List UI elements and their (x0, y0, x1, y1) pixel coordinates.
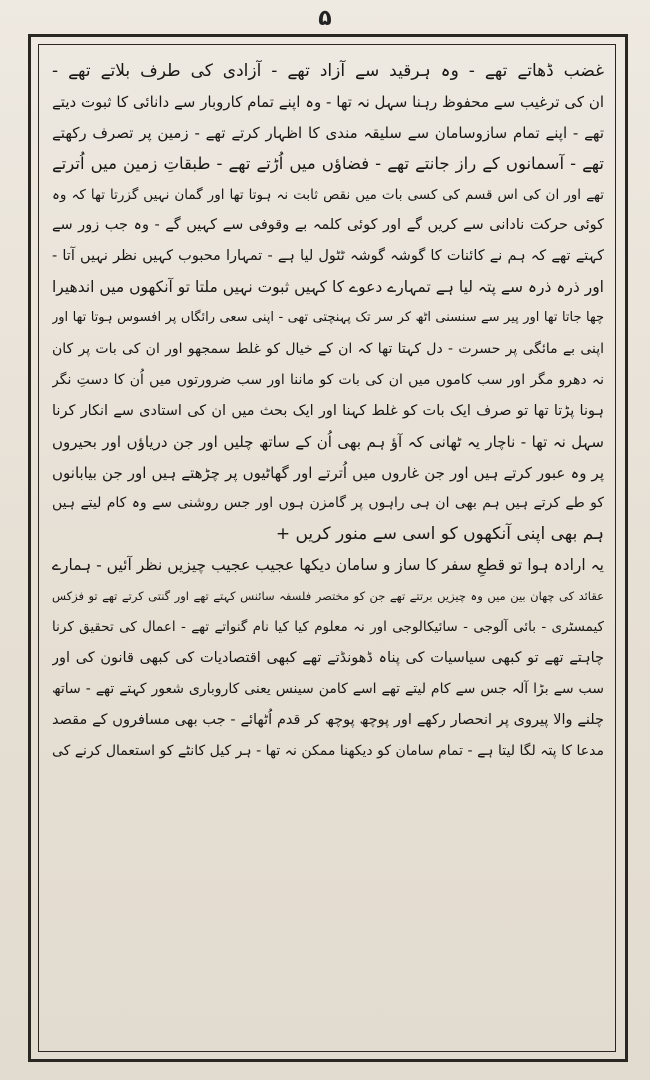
text-line: مدعا کا پتہ لگا لیتا ہے - تمام سامان کو دیکھنا ممکن نہ تھا - ہر کیل کانٹے کو استعمال کرنے کی (52, 742, 604, 759)
text-line: پر وہ عبور کرتے ہیں اور جن غاروں میں اُترتے اور گھاٹیوں پر چڑھتے ہیں اور جن بیابانوں (52, 463, 604, 482)
text-line: کو طے کرتے ہیں ہم بھی ان ہی راہوں پر گامزن ہوں اور جس روشنی سے وہ کام لیتے ہیں (52, 495, 604, 512)
text-line: ان کی ترغیب سے محفوظ رہنا سہل نہ تھا - وہ اپنے تمام کاروبار سے دانائی کا ثبوت دیتے (52, 92, 604, 111)
text-line: غضب ڈھاتے تھے - وہ ہرقید سے آزاد تھے - آزادی کی طرف بلاتے تھے - (52, 61, 604, 81)
text-line: کوئی حرکت نادانی سے کریں گے اور کوئی کلمہ بے وقوفی سے کہیں گے - وہ جب زور سے (52, 217, 604, 234)
text-line: تھے - آسمانوں کے راز جانتے تھے - فضاؤں میں اُڑتے تھے - طبقاتِ زمین میں اُترتے (52, 153, 604, 173)
text-line: تھے - اپنے تمام سازوسامان سے سلیقہ مندی کا اظہار کرتے تھے - زمین پر تصرف رکھتے (52, 123, 604, 142)
text-line: کہتے تھے کہ ہم نے کائنات کا گوشہ گوشہ ٹٹول لیا ہے - تمہارا محبوب کہیں نظر نہیں آتا - (52, 248, 604, 265)
text-line: چلنے والا پیروی پر انحصار رکھے اور پوچھ پوچھ کر قدم اُٹھائے - جب بھی مسافروں کے مقصد (52, 711, 604, 728)
urdu-text-body (52, 56, 604, 1046)
text-line: اپنی بے مائگی پر حسرت - دل کہتا تھا کہ ان کے خیال کو غلط سمجھو اور ان کی بات پر کان (52, 341, 604, 358)
text-line-paragraph-end: ہم بھی اپنی آنکھوں کو اسی سے منور کریں + (275, 524, 604, 545)
text-line: اور ذرہ ذرہ سے پتہ لیا ہے تمہارے دعوے کا کہیں ثبوت نہیں ملتا تو آنکھوں میں اندھیرا (52, 278, 604, 297)
text-line: یہ ارادہ ہوا تو قطعِ سفر کا ساز و سامان دیکھا عجیب عجیب چیزیں نظر آئیں - ہمارے (52, 556, 604, 575)
text-line: عقائد کی چھان بین میں وہ چیزیں برتتے تھے جن کو مختصر فلسفہ سائنس کہتے تھے اور گنتی کرتے تھے تو فزکس (52, 589, 604, 604)
text-line: سب سے بڑا آلہ جس سے کام لیتے تھے اسے کامن سینس یعنی کاروباری شعور کہتے تھے - ساتھ (52, 680, 604, 697)
text-line: چاہتے تھے تو کبھی سیاسیات کی پناہ ڈھونڈتے تھے کبھی اقتصادیات کی کبھی قانون کی اور (52, 649, 604, 666)
text-line: سہل نہ تھا - ناچار یہ ٹھانی کہ آؤ ہم بھی اُن کے ساتھ چلیں اور جن دریاؤں اور بحیروں (52, 432, 604, 451)
page-number: ۵ (318, 6, 332, 31)
text-line: نہ دھرو مگر اور سب کاموں میں ان کی بات کو ماننا اور سب ضرورتوں میں اُن کا دستِ نگر (52, 371, 604, 388)
text-line: چھا جاتا تھا اور پیر سے سنسنی اٹھ کر سر تک پہنچتی تھی - اپنی سعی رائگاں پر افسوس ہوتا تھا اور (52, 310, 604, 326)
text-line: کیمسٹری - بائی آلوجی - سائیکالوجی اور نہ معلوم کیا کیا نام گنواتے تھے - اعمال کی تحقیق کرنا (52, 619, 604, 636)
text-line: تھے اور ان کی اس قسم کی کسی بات میں نقص ثابت نہ ہوتا تھا اور گمان نہیں گزرتا تھا کہ وہ (52, 186, 604, 203)
text-line: ہونا پڑتا تھا تو صرف ایک بات کو غلط کہنا اور ایک بحث میں ان کی استادی سے انکار کرنا (52, 402, 604, 419)
